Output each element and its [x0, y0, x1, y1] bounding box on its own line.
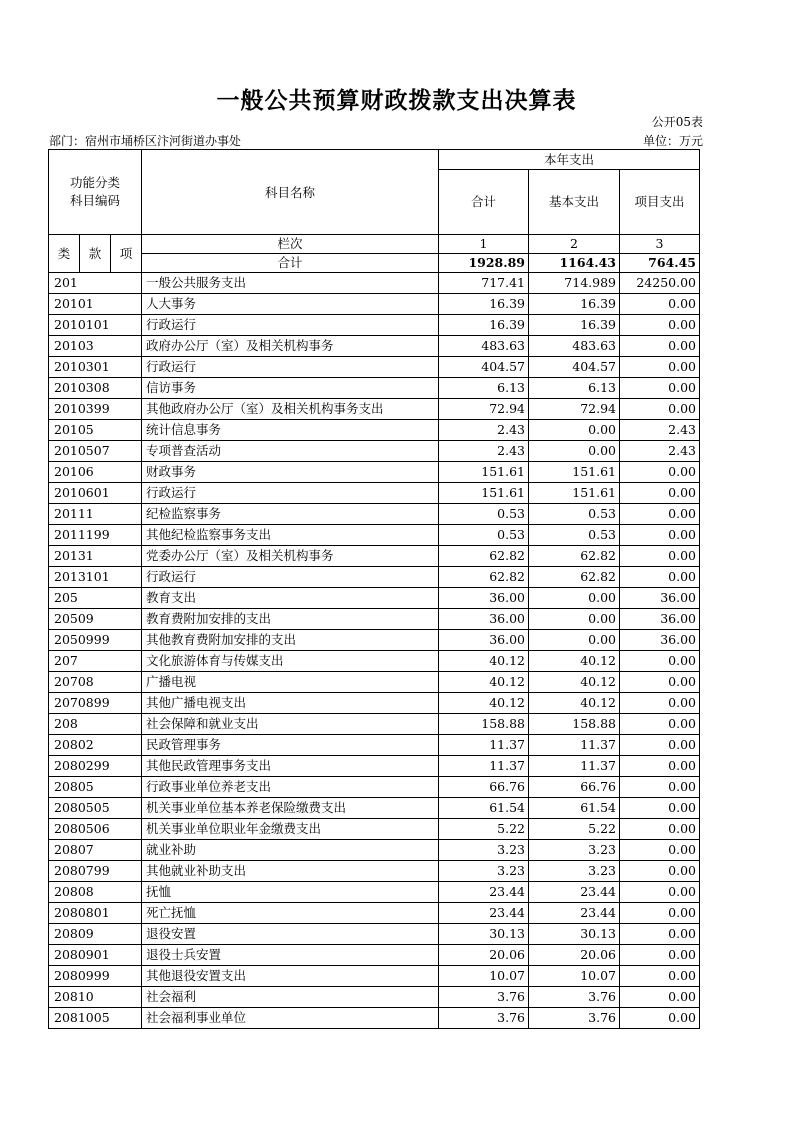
unit-label: 单位：万元	[642, 134, 703, 148]
row-total: 36.00	[439, 630, 529, 651]
col2-header: 2	[529, 235, 620, 254]
row-project: 0.00	[620, 714, 700, 735]
row-subject-name: 行政运行	[142, 483, 439, 504]
row-basic: 404.57	[529, 357, 620, 378]
table-row	[49, 861, 700, 882]
row-project: 24250.00	[620, 273, 700, 294]
row-project: 0.00	[620, 315, 700, 336]
row-project: 36.00	[620, 630, 700, 651]
row-code: 2070899	[49, 693, 142, 714]
row-project: 0.00	[620, 777, 700, 798]
xiang-header: 项	[111, 235, 142, 273]
table-row	[49, 588, 700, 609]
expenditure-table	[48, 149, 700, 1029]
row-basic: 3.76	[529, 1008, 620, 1029]
row-basic: 66.76	[529, 777, 620, 798]
row-total: 20.06	[439, 945, 529, 966]
row-basic: 0.53	[529, 525, 620, 546]
row-total: 40.12	[439, 651, 529, 672]
basic-header: 基本支出	[529, 170, 620, 235]
row-total: 158.88	[439, 714, 529, 735]
row-project: 0.00	[620, 651, 700, 672]
row-project: 0.00	[620, 399, 700, 420]
row-project: 0.00	[620, 546, 700, 567]
row-total: 11.37	[439, 756, 529, 777]
row-total: 72.94	[439, 399, 529, 420]
row-code: 2080901	[49, 945, 142, 966]
func-class-header	[49, 150, 142, 235]
row-subject-name: 纪检监察事务	[142, 504, 439, 525]
row-basic: 62.82	[529, 546, 620, 567]
table-row	[49, 840, 700, 861]
row-total: 16.39	[439, 315, 529, 336]
row-subject-name: 教育支出	[142, 588, 439, 609]
table-row	[49, 756, 700, 777]
row-code: 2080299	[49, 756, 142, 777]
row-total: 36.00	[439, 609, 529, 630]
row-subject-name: 统计信息事务	[142, 420, 439, 441]
table-row	[49, 714, 700, 735]
row-project: 0.00	[620, 567, 700, 588]
row-subject-name: 其他政府办公厅（室）及相关机构事务支出	[142, 399, 439, 420]
table-row	[49, 294, 700, 315]
row-project: 36.00	[620, 588, 700, 609]
row-code: 20810	[49, 987, 142, 1008]
row-code: 2080506	[49, 819, 142, 840]
row-subject-name: 社会福利	[142, 987, 439, 1008]
row-code: 20106	[49, 462, 142, 483]
row-subject-name: 退役士兵安置	[142, 945, 439, 966]
row-basic: 158.88	[529, 714, 620, 735]
row-total: 23.44	[439, 882, 529, 903]
row-code: 20807	[49, 840, 142, 861]
row-code: 2013101	[49, 567, 142, 588]
row-total: 2.43	[439, 420, 529, 441]
row-code: 20805	[49, 777, 142, 798]
table-row	[49, 651, 700, 672]
row-total: 151.61	[439, 483, 529, 504]
table-row	[49, 567, 700, 588]
total-header: 合计	[439, 170, 529, 235]
row-basic: 6.13	[529, 378, 620, 399]
table-row	[49, 945, 700, 966]
row-subject-name: 行政运行	[142, 315, 439, 336]
row-total: 61.54	[439, 798, 529, 819]
header-row-1	[49, 150, 700, 170]
row-project: 0.00	[620, 987, 700, 1008]
row-subject-name: 广播电视	[142, 672, 439, 693]
row-subject-name: 其他就业补助支出	[142, 861, 439, 882]
row-basic: 16.39	[529, 315, 620, 336]
row-subject-name: 死亡抚恤	[142, 903, 439, 924]
row-total: 23.44	[439, 903, 529, 924]
row-basic: 40.12	[529, 651, 620, 672]
row-total: 3.23	[439, 840, 529, 861]
table-row	[49, 378, 700, 399]
row-code: 205	[49, 588, 142, 609]
row-project: 0.00	[620, 336, 700, 357]
table-row	[49, 798, 700, 819]
row-project: 0.00	[620, 966, 700, 987]
row-basic: 23.44	[529, 882, 620, 903]
row-code: 20708	[49, 672, 142, 693]
row-subject-name: 行政运行	[142, 357, 439, 378]
row-basic: 40.12	[529, 672, 620, 693]
row-subject-name: 一般公共服务支出	[142, 273, 439, 294]
row-total: 3.23	[439, 861, 529, 882]
row-basic: 3.23	[529, 840, 620, 861]
row-project: 0.00	[620, 819, 700, 840]
row-code: 20808	[49, 882, 142, 903]
row-basic: 11.37	[529, 735, 620, 756]
row-project: 2.43	[620, 441, 700, 462]
row-project: 0.00	[620, 294, 700, 315]
row-total: 151.61	[439, 462, 529, 483]
row-code: 207	[49, 651, 142, 672]
row-subject-name: 其他纪检监察事务支出	[142, 525, 439, 546]
row-total: 5.22	[439, 819, 529, 840]
table-row	[49, 735, 700, 756]
row-code: 2080505	[49, 798, 142, 819]
table-row	[49, 672, 700, 693]
row-basic: 30.13	[529, 924, 620, 945]
row-subject-name: 人大事务	[142, 294, 439, 315]
total-row-project: 764.45	[620, 254, 700, 273]
table-row	[49, 399, 700, 420]
table-row	[49, 693, 700, 714]
row-total: 40.12	[439, 693, 529, 714]
current-year-header: 本年支出	[439, 150, 700, 170]
row-code: 20802	[49, 735, 142, 756]
table-row	[49, 966, 700, 987]
row-subject-name: 文化旅游体育与传媒支出	[142, 651, 439, 672]
row-subject-name: 社会保障和就业支出	[142, 714, 439, 735]
row-basic: 0.00	[529, 420, 620, 441]
row-basic: 23.44	[529, 903, 620, 924]
row-subject-name: 财政事务	[142, 462, 439, 483]
row-subject-name: 党委办公厅（室）及相关机构事务	[142, 546, 439, 567]
table-row	[49, 273, 700, 294]
col3-header: 3	[620, 235, 700, 254]
row-total: 483.63	[439, 336, 529, 357]
table-row	[49, 462, 700, 483]
row-total: 62.82	[439, 546, 529, 567]
row-total: 2.43	[439, 441, 529, 462]
table-row	[49, 777, 700, 798]
total-row	[49, 254, 700, 273]
row-project: 0.00	[620, 672, 700, 693]
row-basic: 483.63	[529, 336, 620, 357]
row-project: 0.00	[620, 840, 700, 861]
row-code: 2081005	[49, 1008, 142, 1029]
project-header: 项目支出	[620, 170, 700, 235]
row-basic: 10.07	[529, 966, 620, 987]
row-subject-name: 行政运行	[142, 567, 439, 588]
row-project: 0.00	[620, 903, 700, 924]
table-row	[49, 420, 700, 441]
row-total: 40.12	[439, 672, 529, 693]
row-project: 0.00	[620, 504, 700, 525]
row-project: 0.00	[620, 357, 700, 378]
row-total: 404.57	[439, 357, 529, 378]
lei-header: 类	[49, 235, 80, 273]
row-basic: 0.00	[529, 630, 620, 651]
row-total: 30.13	[439, 924, 529, 945]
row-project: 0.00	[620, 693, 700, 714]
row-code: 20103	[49, 336, 142, 357]
row-code: 2010301	[49, 357, 142, 378]
row-code: 2080999	[49, 966, 142, 987]
column-order-header: 栏次	[142, 235, 439, 254]
header-row-3	[49, 235, 700, 254]
table-row	[49, 336, 700, 357]
row-subject-name: 其他广播电视支出	[142, 693, 439, 714]
table-row	[49, 630, 700, 651]
col1-header: 1	[439, 235, 529, 254]
subject-name-header: 科目名称	[142, 150, 439, 235]
row-code: 20111	[49, 504, 142, 525]
row-subject-name: 政府办公厅（室）及相关机构事务	[142, 336, 439, 357]
page-title: 一般公共预算财政拨款支出决算表	[216, 87, 577, 114]
row-basic: 0.00	[529, 441, 620, 462]
row-project: 0.00	[620, 378, 700, 399]
row-basic: 714.989	[529, 273, 620, 294]
row-code: 2010399	[49, 399, 142, 420]
table-row	[49, 924, 700, 945]
department-label: 部门：宿州市埇桥区汴河街道办事处	[49, 134, 242, 148]
row-total: 0.53	[439, 525, 529, 546]
total-row-label: 合计	[142, 254, 439, 273]
table-row	[49, 1008, 700, 1029]
row-project: 0.00	[620, 735, 700, 756]
row-basic: 0.53	[529, 504, 620, 525]
row-project: 0.00	[620, 525, 700, 546]
row-project: 0.00	[620, 483, 700, 504]
table-row	[49, 483, 700, 504]
table-row	[49, 903, 700, 924]
table-row	[49, 504, 700, 525]
row-project: 36.00	[620, 609, 700, 630]
row-subject-name: 机关事业单位基本养老保险缴费支出	[142, 798, 439, 819]
table-row	[49, 525, 700, 546]
row-code: 2010601	[49, 483, 142, 504]
form-code: 公开05表	[651, 115, 703, 129]
row-basic: 62.82	[529, 567, 620, 588]
row-basic: 16.39	[529, 294, 620, 315]
func-class-line2: 科目编码	[69, 193, 120, 208]
row-basic: 20.06	[529, 945, 620, 966]
row-subject-name: 其他民政管理事务支出	[142, 756, 439, 777]
row-total: 11.37	[439, 735, 529, 756]
row-code: 2011199	[49, 525, 142, 546]
total-row-total: 1928.89	[439, 254, 529, 273]
row-project: 0.00	[620, 882, 700, 903]
row-code: 2010308	[49, 378, 142, 399]
row-subject-name: 教育费附加安排的支出	[142, 609, 439, 630]
row-basic: 5.22	[529, 819, 620, 840]
row-project: 2.43	[620, 420, 700, 441]
row-total: 10.07	[439, 966, 529, 987]
total-row-basic: 1164.43	[529, 254, 620, 273]
row-project: 0.00	[620, 861, 700, 882]
row-code: 2080799	[49, 861, 142, 882]
row-subject-name: 机关事业单位职业年金缴费支出	[142, 819, 439, 840]
row-total: 6.13	[439, 378, 529, 399]
row-total: 3.76	[439, 1008, 529, 1029]
row-basic: 72.94	[529, 399, 620, 420]
row-subject-name: 抚恤	[142, 882, 439, 903]
row-subject-name: 信访事务	[142, 378, 439, 399]
row-subject-name: 其他教育费附加安排的支出	[142, 630, 439, 651]
row-code: 201	[49, 273, 142, 294]
row-project: 0.00	[620, 462, 700, 483]
row-code: 2080801	[49, 903, 142, 924]
row-basic: 151.61	[529, 462, 620, 483]
row-total: 717.41	[439, 273, 529, 294]
row-subject-name: 民政管理事务	[142, 735, 439, 756]
row-project: 0.00	[620, 798, 700, 819]
row-total: 62.82	[439, 567, 529, 588]
row-project: 0.00	[620, 1008, 700, 1029]
row-basic: 3.76	[529, 987, 620, 1008]
row-code: 2010101	[49, 315, 142, 336]
row-basic: 61.54	[529, 798, 620, 819]
row-subject-name: 其他退役安置支出	[142, 966, 439, 987]
row-basic: 0.00	[529, 609, 620, 630]
func-class-line1: 功能分类	[69, 175, 120, 190]
table-row	[49, 882, 700, 903]
row-code: 20105	[49, 420, 142, 441]
row-code: 20101	[49, 294, 142, 315]
row-code: 2050999	[49, 630, 142, 651]
row-basic: 40.12	[529, 693, 620, 714]
table-row	[49, 357, 700, 378]
table-row	[49, 609, 700, 630]
row-total: 0.53	[439, 504, 529, 525]
row-total: 66.76	[439, 777, 529, 798]
row-code: 2010507	[49, 441, 142, 462]
row-project: 0.00	[620, 924, 700, 945]
row-project: 0.00	[620, 756, 700, 777]
row-basic: 0.00	[529, 588, 620, 609]
row-basic: 3.23	[529, 861, 620, 882]
row-code: 208	[49, 714, 142, 735]
row-basic: 151.61	[529, 483, 620, 504]
row-subject-name: 退役安置	[142, 924, 439, 945]
row-project: 0.00	[620, 945, 700, 966]
row-code: 20131	[49, 546, 142, 567]
table-row	[49, 819, 700, 840]
row-subject-name: 行政事业单位养老支出	[142, 777, 439, 798]
table-row	[49, 441, 700, 462]
row-subject-name: 就业补助	[142, 840, 439, 861]
row-subject-name: 专项普查活动	[142, 441, 439, 462]
table-row	[49, 315, 700, 336]
row-total: 16.39	[439, 294, 529, 315]
row-total: 36.00	[439, 588, 529, 609]
row-basic: 11.37	[529, 756, 620, 777]
row-code: 20809	[49, 924, 142, 945]
table-row	[49, 987, 700, 1008]
row-total: 3.76	[439, 987, 529, 1008]
row-code: 20509	[49, 609, 142, 630]
row-subject-name: 社会福利事业单位	[142, 1008, 439, 1029]
kuan-header: 款	[80, 235, 111, 273]
table-row	[49, 546, 700, 567]
